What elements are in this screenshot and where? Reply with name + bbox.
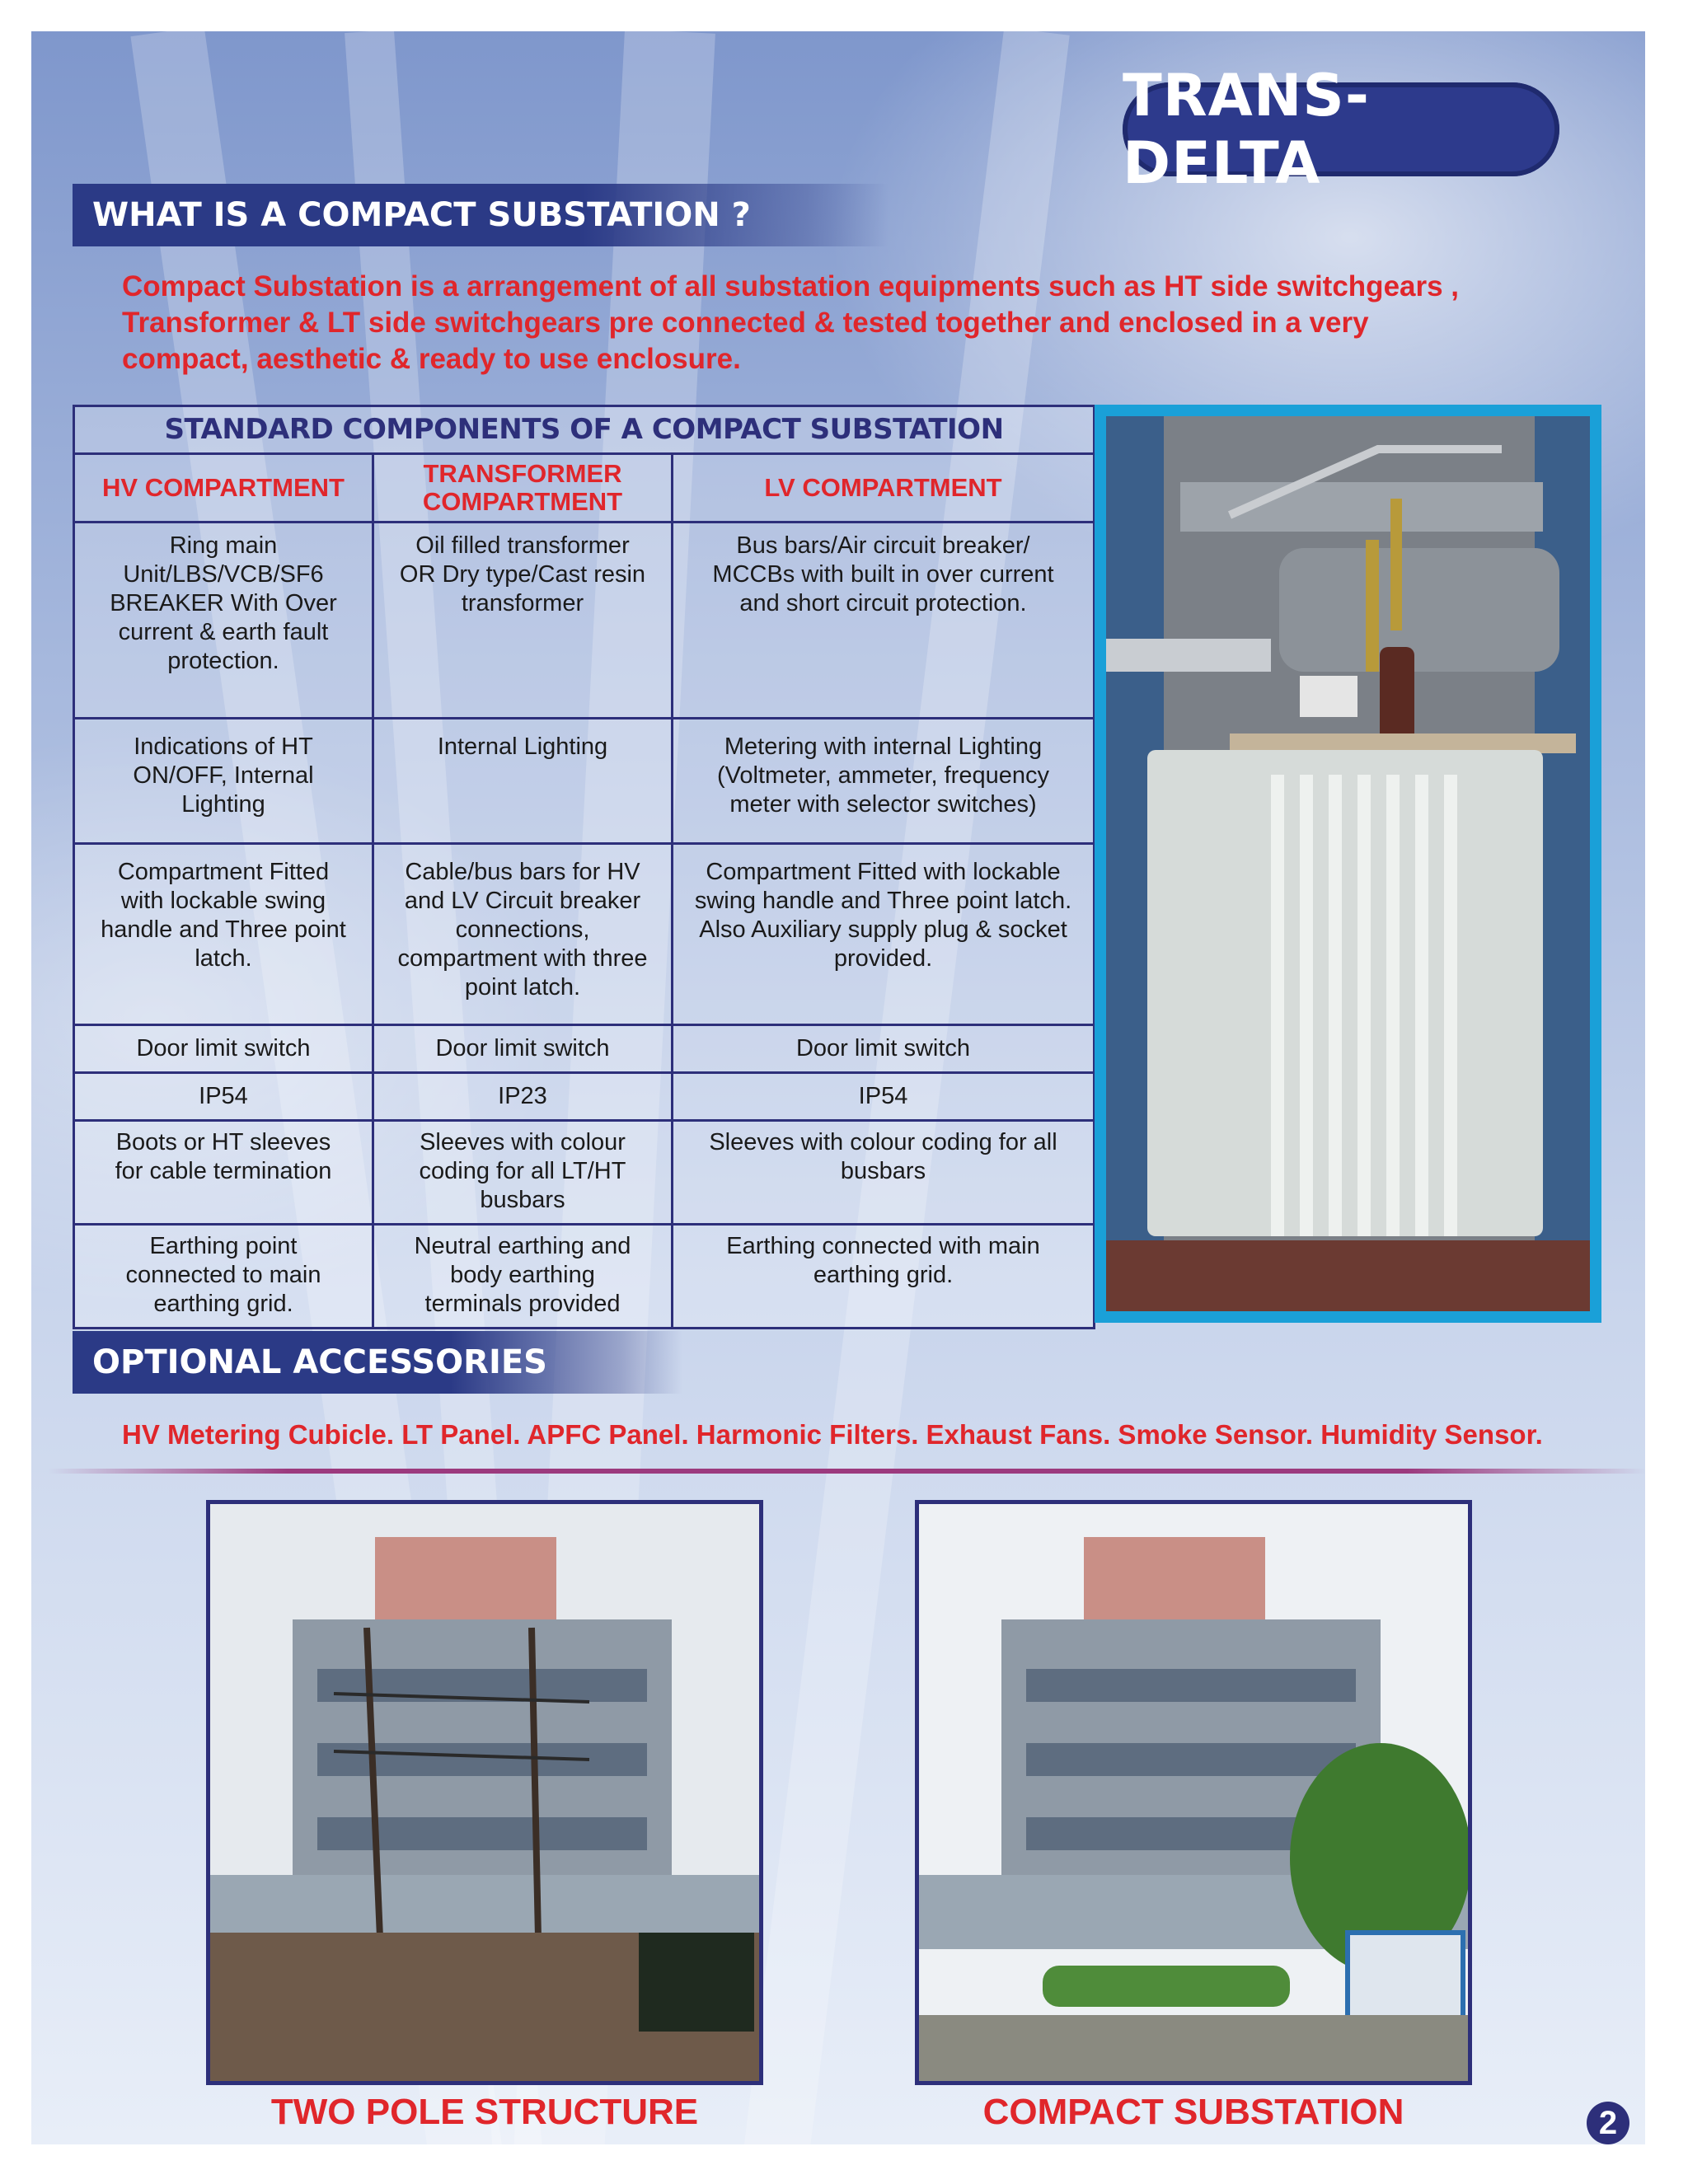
trans-delta-logo	[1123, 62, 1559, 197]
table-cell: Bus bars/Air circuit breaker/ MCCBs with built in over current and short circuit protection.	[673, 523, 1095, 719]
table-row	[74, 1025, 1095, 1073]
table-cell: Indications of HT ON/OFF, Internal Lighting	[74, 719, 373, 844]
table-cell: Cable/bus bars for HV and LV Circuit breaker connections, compartment with three point latch.	[373, 844, 673, 1025]
transformer-photo-frame	[1095, 405, 1601, 1323]
building-illustration	[919, 1504, 1468, 2081]
logo-text: TRANS-DELTA	[1123, 62, 1370, 197]
optional-accessories-list: HV Metering Cubicle. LT Panel. APFC Panel. Harmonic Filters. Exhaust Fans. Smoke Sensor. Humidity Sensor.	[122, 1419, 1543, 1450]
table-cell: IP23	[373, 1073, 673, 1121]
table-title: STANDARD COMPONENTS OF A COMPACT SUBSTATION	[74, 406, 1095, 454]
table-row	[74, 719, 1095, 844]
caption-compact-substation: COMPACT SUBSTATION	[982, 2092, 1404, 2132]
page-number-badge	[1587, 2102, 1629, 2144]
table-cell: IP54	[673, 1073, 1095, 1121]
table-cell: Earthing connected with main earthing grid.	[673, 1225, 1095, 1329]
table-cell: Earthing point connected to main earthing grid.	[74, 1225, 373, 1329]
intro-line: Compact Substation is a arrangement of all substation equipments such as HT side switchgears ,	[122, 270, 1460, 302]
table-cell: Ring main Unit/LBS/VCB/SF6 BREAKER With Over current & earth fault protection.	[74, 523, 373, 719]
header-lv: LV COMPARTMENT	[673, 454, 1095, 523]
table-row	[74, 523, 1095, 719]
table-cell: Door limit switch	[673, 1025, 1095, 1073]
section-heading-optional	[73, 1331, 682, 1394]
section-divider	[48, 1469, 1645, 1474]
intro-line: compact, aesthetic & ready to use enclosure.	[122, 343, 741, 375]
intro-paragraph	[122, 269, 1540, 377]
header-hv: HV COMPARTMENT	[74, 454, 373, 523]
transformer-photo	[1106, 416, 1590, 1311]
compact-substation-photo	[915, 1500, 1472, 2085]
section-heading-what-is	[73, 184, 889, 246]
caption-two-pole: TWO POLE STRUCTURE	[270, 2092, 699, 2132]
components-table	[73, 405, 1095, 1329]
table-cell: Internal Lighting	[373, 719, 673, 844]
table-cell: Metering with internal Lighting (Voltmeter, ammeter, frequency meter with selector switches)	[673, 719, 1095, 844]
table-cell: IP54	[74, 1073, 373, 1121]
table-row	[74, 1073, 1095, 1121]
table-cell: Oil filled transformer OR Dry type/Cast resin transformer	[373, 523, 673, 719]
table-cell: Sleeves with colour coding for all LT/HT busbars	[373, 1121, 673, 1225]
transformer-illustration	[1106, 416, 1590, 1311]
table-row	[74, 844, 1095, 1025]
table-cell: Compartment Fitted with lockable swing handle and Three point latch. Also Auxiliary supply plug & socket provided.	[673, 844, 1095, 1025]
header-transformer: TRANSFORMER COMPARTMENT	[373, 454, 673, 523]
table-title-row	[74, 406, 1095, 454]
section-heading-text: WHAT IS A COMPACT SUBSTATION ?	[92, 196, 751, 234]
building-illustration	[210, 1504, 759, 2081]
table-cell: Door limit switch	[373, 1025, 673, 1073]
section-heading-text: OPTIONAL ACCESSORIES	[92, 1343, 547, 1381]
table-row	[74, 1225, 1095, 1329]
table-header-row	[74, 454, 1095, 523]
table-cell: Neutral earthing and body earthing terminals provided	[373, 1225, 673, 1329]
table-cell: Boots or HT sleeves for cable termination	[74, 1121, 373, 1225]
table-cell: Door limit switch	[74, 1025, 373, 1073]
table-row	[74, 1121, 1095, 1225]
brochure-page	[31, 31, 1645, 2144]
page-number: 2	[1598, 2104, 1618, 2141]
table-cell: Sleeves with colour coding for all busbars	[673, 1121, 1095, 1225]
table-cell: Compartment Fitted with lockable swing handle and Three point latch.	[74, 844, 373, 1025]
two-pole-photo	[206, 1500, 763, 2085]
intro-line: Transformer & LT side switchgears pre connected & tested together and enclosed in a very	[122, 307, 1369, 339]
